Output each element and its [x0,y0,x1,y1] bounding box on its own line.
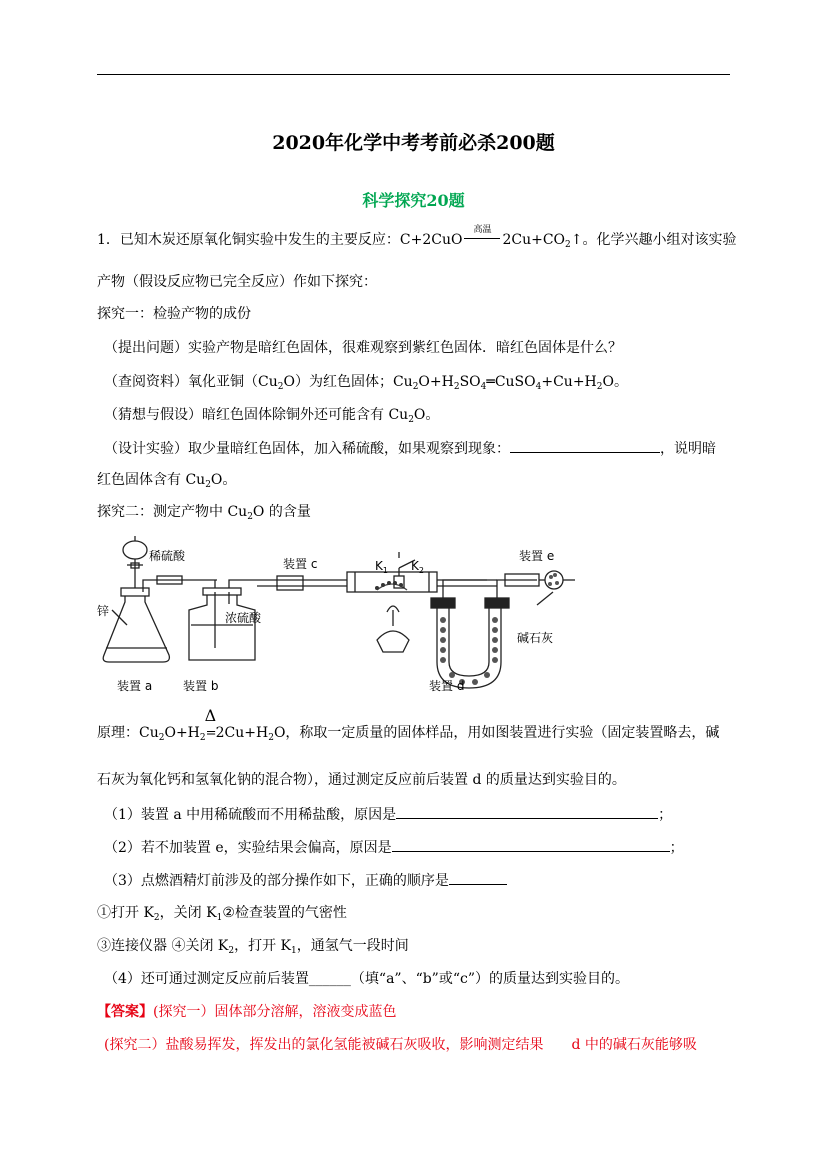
label-conc-acid: 浓硫酸 [225,611,262,625]
apparatus-diagram [97,530,737,700]
reference-info: （查阅资料）氧化亚铜$(Cu_2O)$为红色固体；$Cu_2O+H_2SO_4═CuSO_4+Cu+H_2O$。 [104,374,628,392]
sub-question-4: （4）还可通过测定反应前后装置______（填“a”、“b”或“c”）的质量达到实验目的。 [104,971,629,987]
sub-question-2: （2）若不加装置 e，实验结果会偏高，原因是 ； [104,837,684,858]
label-k2: $K_2$ [411,559,424,575]
soda-lime-granules [440,573,559,685]
label-device-a: 装置 a [117,679,153,693]
delta-condition: Δ = [204,706,217,741]
answer-line-2: (探究二）盐酸易挥发，挥发出的氯化氢能被碱石灰吸收，影响测定结果 d 中的碱石灰能够吸 [104,1037,697,1053]
section-subtitle: 科学探究20题 [362,191,465,210]
label-zinc: 锌 [97,604,110,618]
label-device-b: 装置 b [183,679,219,693]
stopper-b [203,588,241,595]
label-soda-lime: 碱石灰 [517,631,554,645]
answer-blank-q2[interactable] [392,837,670,852]
answer-blank-q3[interactable] [449,870,507,885]
answer-blank-observation[interactable] [510,438,660,453]
stopper-d-left [431,598,455,608]
conical-flask-a [103,590,169,662]
alcohol-lamp [377,631,409,652]
answer-blank-q1[interactable] [396,804,658,819]
operation-1-2: ①打开 $K_2$，关闭 $K_1②$检查装置的气密性 [97,905,347,923]
funnel-bulb [123,541,147,559]
principle-line2: 石灰为氧化钙和氢氧化钠的混合物），通过测定反应前后装置 d 的质量达到实验目的。 [97,772,626,788]
page-title: 2020年化学中考考前必杀200题 [272,132,555,154]
label-k1: $K_1$ [375,559,388,575]
label-device-d: 装置 d [429,679,465,693]
operation-3-4: ③连接仪器 ④关闭 $K_2$，打开 $K_1$，通氢气一段时间 [97,938,409,956]
reaction-condition: 高温 [464,230,500,244]
question-intro: 1．已知木炭还原氧化铜实验中发生的主要反应：C+2CuO 高温 $2Cu+CO_2↑$。化学兴趣小组对该实验 [97,225,737,250]
design-experiment: （设计实验）取少量暗红色固体，加入稀硫酸，如果观察到现象： ，说明暗 [104,438,716,459]
explore-one-heading: 探究一：检验产物的成份 [97,306,251,322]
explore-two-heading: 探究二：测定产物中 $Cu_2O$ 的含量 [97,504,311,522]
sub-question-3: （3）点燃酒精灯前涉及的部分操作如下，正确的顺序是 [104,870,507,891]
answer-line-1: 【答案】(探究一）固体部分溶解，溶液变成蓝色 [97,1004,397,1020]
question-intro-line2: 产物（假设反应物已完全反应）作如下探究： [97,274,377,290]
design-experiment-line2: 红色固体含有 $Cu_2O$。 [97,472,237,490]
principle: 原理：$Cu_2O+H_2$ Δ = $2Cu+H_2O$，称取一定质量的固体样品，用如图装置进行实验（固定装置略去，碱 [97,706,720,743]
label-dilute-acid: 稀硫酸 [149,549,186,563]
hypothesis: （猜想与假设）暗红色固体除铜外还可能含有 $Cu_2O$。 [104,407,440,425]
label-device-e: 装置 e [519,549,555,563]
rubber-tube-bc [277,576,303,590]
stopper-a [121,588,149,596]
header-rule [97,74,730,75]
stopper-d-right [485,598,509,608]
sub-question-1: （1）装置 a 中用稀硫酸而不用稀盐酸，原因是 ； [104,804,672,825]
raise-question: （提出问题）实验产物是暗红色固体，很难观察到紫红色固体．暗红色固体是什么？ [104,340,622,356]
glass-tube-c [347,572,437,592]
label-device-c: 装置 c [283,557,318,571]
